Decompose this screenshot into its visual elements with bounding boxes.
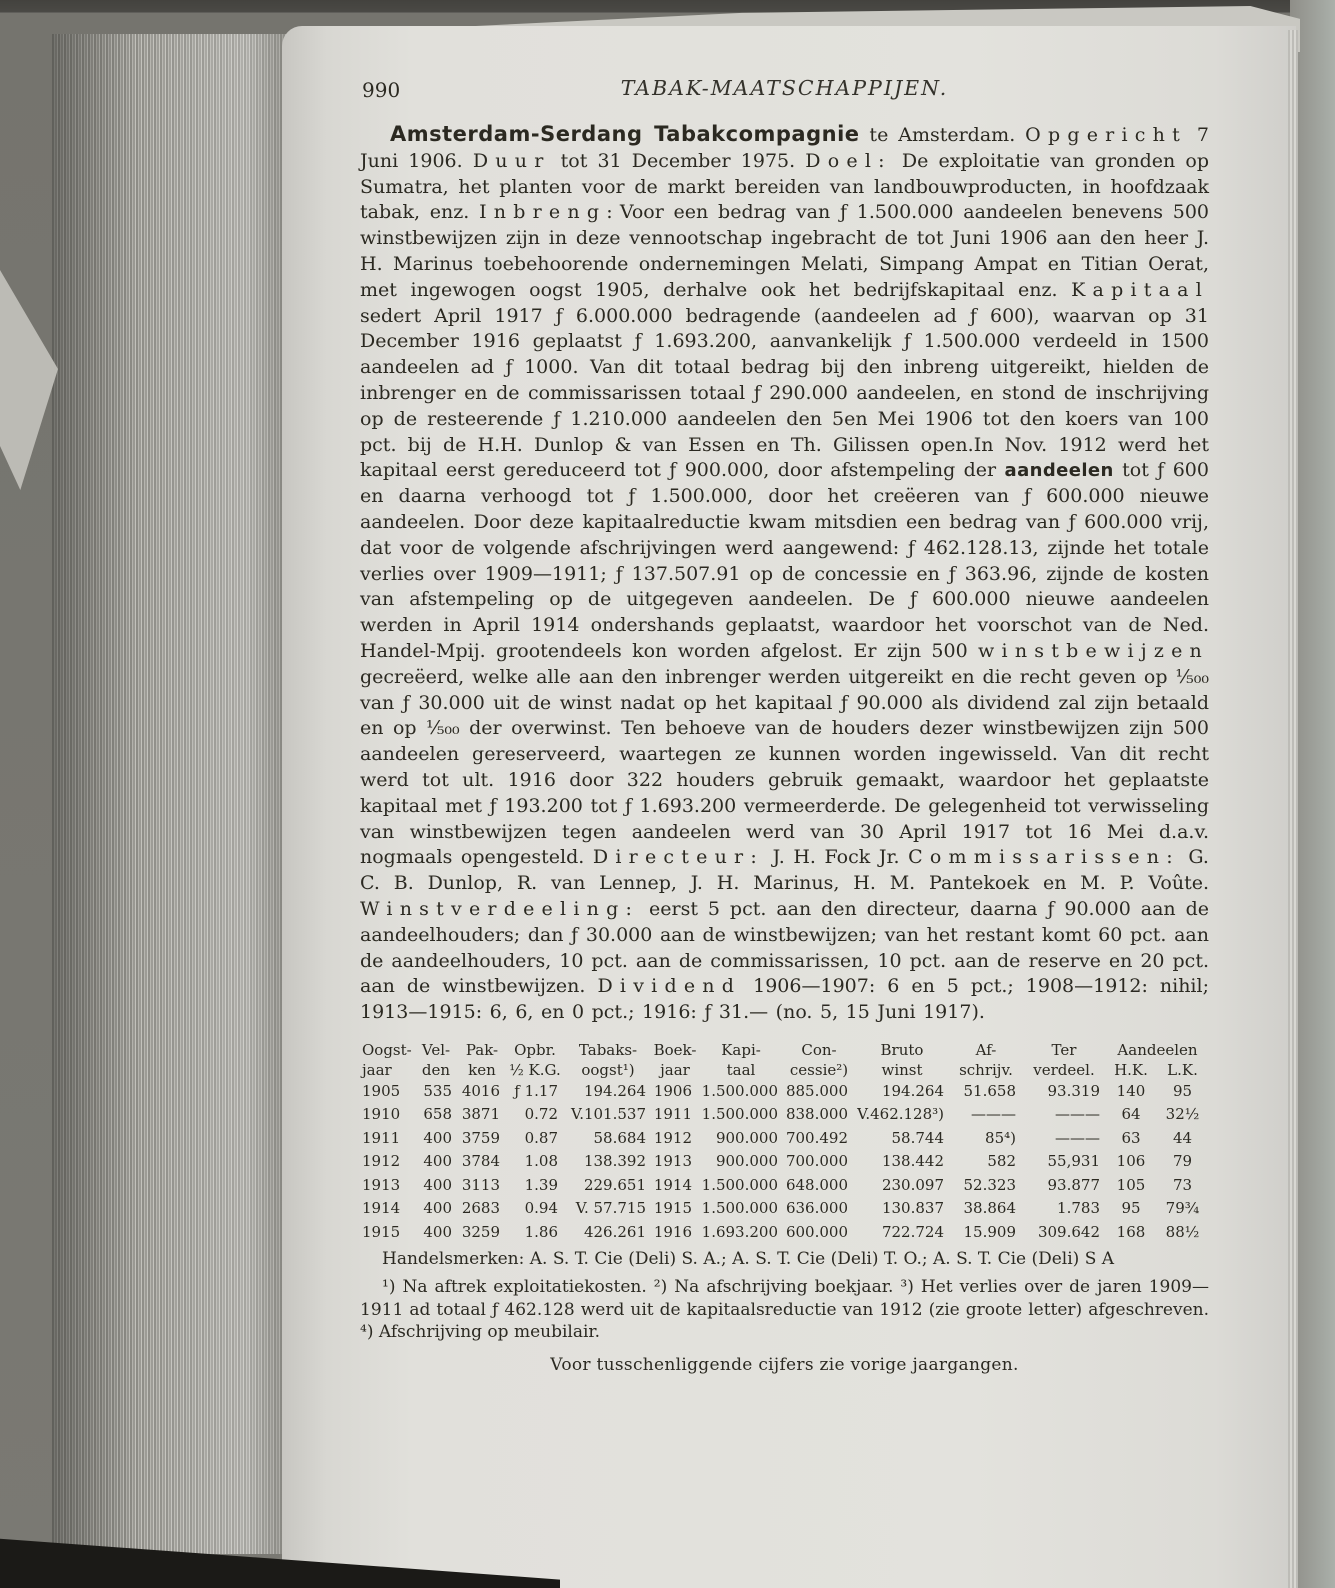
table-cell: 1911 — [653, 1105, 692, 1124]
table-cell: Boek- — [653, 1040, 697, 1059]
table-cell: 1905 — [362, 1081, 401, 1100]
table-cell: jaar — [362, 1060, 392, 1079]
table-cell: 230.097 — [881, 1175, 944, 1194]
table-cell: 400 — [423, 1175, 452, 1194]
text-segment: Directeur: — [592, 846, 764, 869]
table-cell: 194.264 — [881, 1081, 944, 1100]
table-cell: ——— — [1055, 1105, 1100, 1124]
table-cell: 0.87 — [524, 1128, 558, 1147]
table-cell: winst — [881, 1060, 923, 1079]
table-cell: 1.500.000 — [701, 1175, 778, 1194]
table-cell: 88½ — [1165, 1222, 1200, 1241]
table-cell: 44 — [1172, 1128, 1193, 1147]
table-cell: ——— — [1055, 1128, 1100, 1147]
article-body — [360, 122, 1209, 1026]
page-header — [360, 76, 1209, 106]
table-cell: 58.744 — [891, 1128, 944, 1147]
table-cell: 194.264 — [583, 1081, 646, 1100]
page-corner-sliver — [0, 270, 58, 490]
table-cell: 73 — [1172, 1175, 1193, 1194]
table-cell: taal — [726, 1060, 756, 1079]
table-cell: 1.08 — [524, 1152, 558, 1171]
table-cell: 55,931 — [1047, 1152, 1100, 1171]
table-cell: 1914 — [653, 1175, 692, 1194]
table-cell: 885.000 — [785, 1081, 848, 1100]
table-cell: den — [421, 1060, 451, 1079]
table-cell: 3113 — [461, 1175, 500, 1194]
text-segment: 1906—1907: 6 en 5 pct.; 1908—1912: nihil; 1913—1915: 6, 6, en 0 pct.; 1916: ƒ 31.— (no. 5, 15 Juni 1917). — [360, 975, 1209, 1024]
text-segment: sedert April 1917 ƒ 6.000.000 bedragende (aandeelen ad ƒ 600), waarvan op 31 December 1916 geplaatst ƒ 1.693.200, aanvankelijk ƒ 1.500.000 verdeeld in 1500 aandeelen ad ƒ 1000. Van dit totaal bedrag bij den inbreng uitgereikt, hielden de inbrenger en de commissarissen totaal ƒ 290.000 aandeelen, en stond de inschrijving op de resteerende ƒ 1.210.000 aandeelen den 5en Mei 1906 tot den koers van 100 pct. bij de H.H. Dunlop & van Essen en Th. Gilissen open.In Nov. 1912 werd het kapitaal eerst gereduceerd tot ƒ 900.000, door afstempeling der — [360, 304, 1209, 482]
table-cell: H.K. — [1114, 1060, 1148, 1079]
table-cell: 51.658 — [963, 1081, 1016, 1100]
trademarks-line: Handelsmerken: A. S. T. Cie (Deli) S. A.; A. S. T. Cie (Deli) T. O.; A. S. T. Cie (Deli) S A — [382, 1249, 1115, 1270]
table-cell: 582 — [987, 1152, 1016, 1171]
table-cell: 3259 — [461, 1222, 500, 1241]
table-cell: Opbr. — [514, 1040, 556, 1059]
table-cell: 95 — [1172, 1081, 1193, 1100]
table-cell: 15.909 — [963, 1222, 1016, 1241]
table-cell: 700.492 — [785, 1128, 848, 1147]
text-segment-bold: aandeelen — [1004, 460, 1114, 482]
table-cell: ƒ 1.17 — [514, 1081, 558, 1100]
table-cell: 105 — [1116, 1175, 1146, 1194]
table-cell: 64 — [1121, 1105, 1141, 1124]
table-cell: 38.864 — [963, 1199, 1016, 1218]
table-cell: 168 — [1116, 1222, 1146, 1241]
table-cell: jaar — [660, 1060, 690, 1079]
table-cell: 900.000 — [715, 1128, 778, 1147]
table-cell: 1.500.000 — [701, 1105, 778, 1124]
table-cell: 722.724 — [881, 1222, 944, 1241]
text-segment: Dividend — [597, 975, 742, 998]
text-segment: Commissarissen: — [908, 846, 1180, 869]
footnotes: ¹) Na aftrek exploitatiekosten. ²) Na afschrijving boekjaar. ³) Het verlies over de jaren 1909—1911 ad totaal ƒ 462.128 werd uit de kapitaalsreductie van 1912 (zie groote letter) afgeschreven. ⁴) Afschrijving op meubilair. — [360, 1277, 1209, 1343]
table-cell: Kapi- — [721, 1040, 761, 1059]
table-cell: 400 — [423, 1152, 452, 1171]
table-cell: 900.000 — [715, 1152, 778, 1171]
text-segment: winstbewijzen — [978, 639, 1209, 662]
table-cell: 138.442 — [881, 1152, 944, 1171]
table-cell: Tabaks- — [578, 1040, 638, 1059]
text-segment: 7 Juni 1906. — [360, 124, 1209, 172]
table-cell: Ter — [1051, 1040, 1077, 1059]
table-cell: 1915 — [653, 1199, 692, 1218]
article-title: Amsterdam-Serdang Tabakcompagnie — [390, 122, 860, 146]
financial-table — [360, 1040, 1209, 1245]
table-cell: Oogst- — [362, 1040, 412, 1059]
table-cell: L.K. — [1167, 1060, 1198, 1079]
text-segment: Doel: — [805, 149, 892, 172]
table-cell: 140 — [1116, 1081, 1146, 1100]
text-segment: Opgericht — [1025, 124, 1187, 146]
text-segment: Kapitaal — [1071, 278, 1209, 301]
table-cell: 658 — [423, 1105, 452, 1124]
table-cell: 1911 — [362, 1128, 401, 1147]
table-cell: ——— — [971, 1105, 1016, 1124]
text-segment: J. H. Fock Jr. — [763, 846, 909, 869]
table-cell: schrijv. — [959, 1060, 1013, 1079]
table-cell: 4016 — [461, 1081, 500, 1100]
table-cell: 229.651 — [583, 1175, 646, 1194]
text-segment: tot 31 December 1975. — [550, 149, 806, 172]
text-segment: te Amsterdam. — [859, 124, 1026, 146]
text-segment: De exploitatie van gronden op Sumatra, het planten voor de markt bereiden van landbouwproducten, in hoofdzaak tabak, enz. — [360, 149, 1210, 224]
table-cell: 1.783 — [1057, 1199, 1100, 1218]
table-cell: 1912 — [653, 1128, 692, 1147]
table-cell: oogst¹) — [581, 1060, 635, 1079]
table-cell: 63 — [1121, 1128, 1141, 1147]
table-cell: 0.72 — [524, 1105, 558, 1124]
table-cell: V. 57.715 — [575, 1199, 646, 1218]
table-cell: 3871 — [461, 1105, 500, 1124]
table-cell: 1913 — [362, 1175, 401, 1194]
page-right-edge-lines — [1288, 30, 1298, 1588]
table-cell: Af- — [975, 1040, 997, 1059]
table-cell: 426.261 — [583, 1222, 646, 1241]
table-cell: Con- — [801, 1040, 837, 1059]
table-cell: V.462.128³) — [857, 1105, 944, 1124]
table-cell: 400 — [423, 1199, 452, 1218]
table-cell: 2683 — [461, 1199, 500, 1218]
book-fore-edge-shading — [52, 34, 290, 1554]
table-cell: 1915 — [362, 1222, 401, 1241]
table-cell: 1.86 — [524, 1222, 558, 1241]
table-cell: 93.877 — [1047, 1175, 1100, 1194]
table-cell: 309.642 — [1037, 1222, 1100, 1241]
table-cell: 1.39 — [524, 1175, 558, 1194]
table-cell: 400 — [423, 1128, 452, 1147]
table-cell: 1913 — [653, 1152, 692, 1171]
table-cell: 95 — [1121, 1199, 1141, 1218]
table-cell: 1.693.200 — [701, 1222, 778, 1241]
table-cell: 58.684 — [593, 1128, 646, 1147]
table-cell: 1.500.000 — [701, 1199, 778, 1218]
table-cell: V.101.537 — [570, 1105, 646, 1124]
table-cell: 0.94 — [524, 1199, 558, 1218]
running-head: TABAK-MAATSCHAPPIJEN. — [620, 76, 949, 100]
page-content — [360, 76, 1209, 1375]
text-segment: Winstverdeeling: — [360, 897, 640, 920]
table-cell: Aandeelen — [1117, 1040, 1198, 1059]
footer-note: Voor tusschenliggende cijfers zie vorige jaargangen. — [550, 1354, 1019, 1375]
table-cell: 535 — [423, 1081, 452, 1100]
table-cell: 93.319 — [1047, 1081, 1100, 1100]
table-cell: cessie²) — [789, 1060, 849, 1079]
table-cell: 1912 — [362, 1152, 401, 1171]
text-segment: gecreëerd, welke alle aan den inbrenger werden uitgereikt en die recht geven op ¹⁄₅₀₀ van ƒ 30.000 uit de winst nadat op het kapitaal ƒ 90.000 als dividend zal zijn betaald en op ¹⁄₅₀₀ der overwinst. Ten behoeve van de houders dezer winstbewijzen zijn 500 aandeelen gereserveerd, waartegen ze kunnen worden ingewisseld. Van dit recht werd tot ult. 1916 door 322 houders gebruik gemaakt, waardoor het geplaatste kapitaal met ƒ 193.200 tot ƒ 1.693.200 vermeerderde. De gelegenheid tot verwisseling van winstbewijzen tegen aandeelen werd van 30 April 1917 tot 16 Mei d.a.v. nogmaals opengesteld. — [360, 665, 1209, 869]
table-cell: 636.000 — [785, 1199, 848, 1218]
table-cell: 1916 — [653, 1222, 692, 1241]
table-cell: ½ K.G. — [509, 1060, 561, 1079]
table-cell: 79¾ — [1165, 1199, 1200, 1218]
table-cell: 648.000 — [785, 1175, 848, 1194]
text-segment: Inbreng: — [479, 201, 620, 224]
text-segment: tot ƒ 600 en daarna verhoogd tot ƒ 1.500.000, door het creëeren van ƒ 600.000 nieuwe aandeelen. Door deze kapitaalreductie kwam mitsdien een bedrag van ƒ 600.000 vrij, dat voor de volgende afschrijvingen werd aangewend: ƒ 462.128.13, zijnde het totale verlies over 1909—1911; ƒ 137.507.91 op de concessie en ƒ 363.96, zijnde de kosten van afstempeling op de uitgegeven aandeelen. De ƒ 600.000 nieuwe aandeelen werden in April 1914 ondershands geplaatst, waardoor het voorschot van de Ned. Handel-Mpij. grootendeels kon worden afgelost. Er zijn 500 — [360, 459, 1209, 662]
table-cell: 1914 — [362, 1199, 401, 1218]
table-cell: 600.000 — [785, 1222, 848, 1241]
table-cell: 1910 — [362, 1105, 401, 1124]
table-cell: Bruto — [880, 1040, 924, 1059]
table-cell: 106 — [1116, 1152, 1146, 1171]
table-cell: 1906 — [653, 1081, 692, 1100]
table-cell: 838.000 — [785, 1105, 848, 1124]
table-cell: 400 — [423, 1222, 452, 1241]
text-segment: Duur — [472, 149, 551, 172]
table-cell: 138.392 — [583, 1152, 646, 1171]
text-segment: Voor een bedrag van ƒ 1.500.000 aandeelen benevens 500 winstbewijzen zijn in deze vennootschap ingebracht de tot Juni 1906 aan den heer J. H. Marinus toebehoorende ondernemingen Melati, Simpang Ampat en Titian Oerat, met ingewogen oogst 1905, derhalve ook het bedrijfskapitaal enz. — [360, 201, 1209, 301]
table-cell: verdeel. — [1033, 1060, 1095, 1079]
table-cell: Vel- — [421, 1040, 451, 1059]
text-segment: G. C. B. Dunlop, R. van Lennep, J. H. Marinus, H. M. Pantekoek en M. P. Voûte. — [360, 846, 1209, 895]
table-cell: 130.837 — [881, 1199, 944, 1218]
table-cell: Pak- — [465, 1040, 499, 1059]
table-cell: 85⁴) — [985, 1128, 1016, 1147]
table-cell: 79 — [1172, 1152, 1193, 1171]
table-cell: ken — [468, 1060, 496, 1079]
table-cell: 52.323 — [963, 1175, 1016, 1194]
table-cell: 1.500.000 — [701, 1081, 778, 1100]
page-number: 990 — [362, 78, 401, 102]
table-cell: 3759 — [461, 1128, 500, 1147]
table-cell: 700.000 — [785, 1152, 848, 1171]
table-cell: 3784 — [461, 1152, 500, 1171]
text-segment: eerst 5 pct. aan den directeur, daarna ƒ 90.000 aan de aandeelhouders; dan ƒ 30.000 aan de winstbewijzen; van het restant komt 60 pct. aan de aandeelhouders, 10 pct. aan de commissarissen, 10 pct. aan de reserve en 20 pct. aan de winstbewijzen. — [360, 897, 1209, 998]
table-cell: 32½ — [1165, 1105, 1200, 1124]
